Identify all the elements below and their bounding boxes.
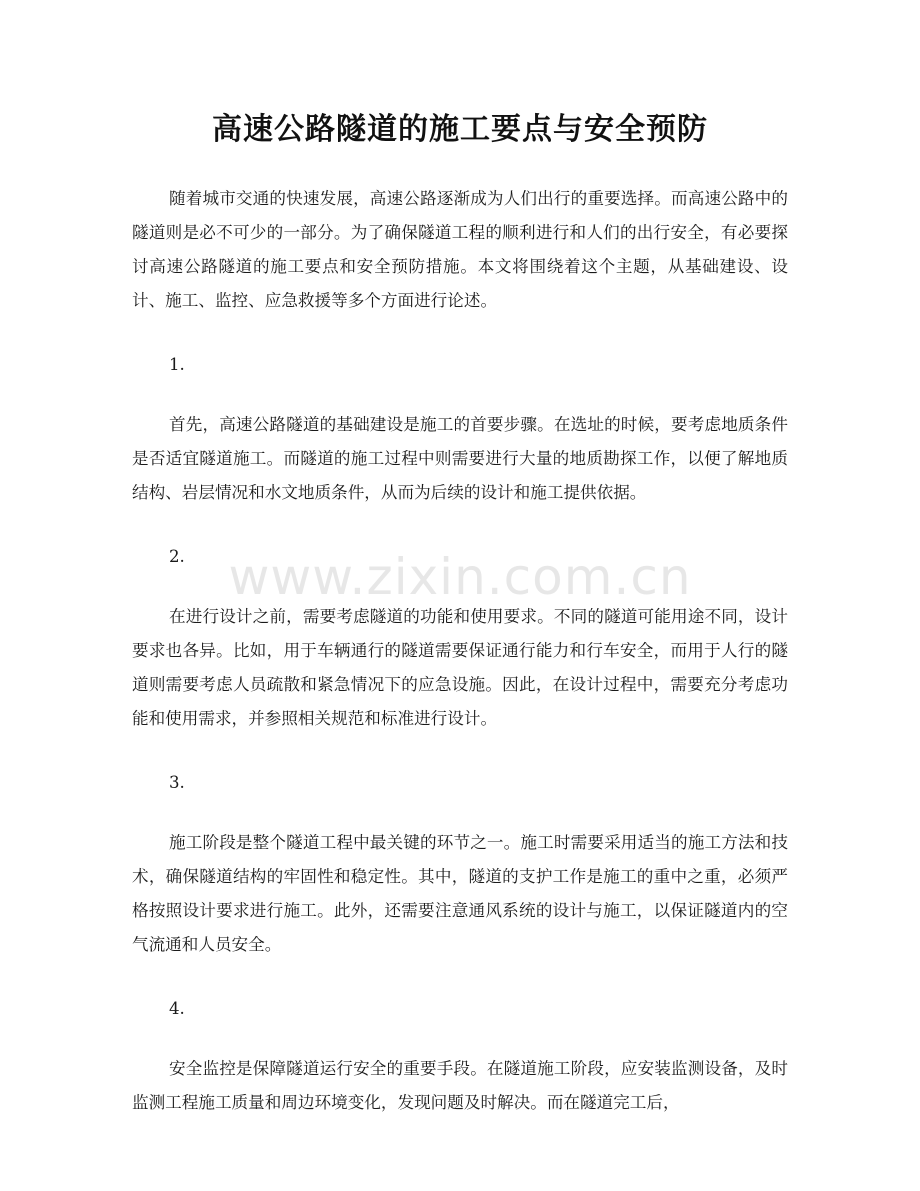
watermark: www.zixin.com.cn — [228, 548, 692, 606]
section-number-2: 2. — [169, 547, 185, 566]
section-paragraph-1: 首先，高速公路隧道的基础建设是施工的首要步骤。在选址的时候，要考虑地质条件是否适宜隧道施工。而隧道的施工过程中则需要进行大量的地质勘探工作，以便了解地质结构、岩层情况和水文地质条件，从而为后续的设计和施工提供依据。 — [132, 415, 788, 502]
section-paragraph-2: 在进行设计之前，需要考虑隧道的功能和使用要求。不同的隧道可能用途不同，设计要求也各异。比如，用于车辆通行的隧道需要保证通行能力和行车安全，而用于人行的隧道则需要考虑人员疏散和紧急情况下的应急设施。因此，在设计过程中，需要充分考虑功能和使用需求，并参照相关规范和标准进行设计。 — [132, 607, 788, 728]
section-number-1: 1. — [169, 355, 185, 374]
section-paragraph-3: 施工阶段是整个隧道工程中最关键的环节之一。施工时需要采用适当的施工方法和技术，确保隧道结构的牢固性和稳定性。其中，隧道的支护工作是施工的重中之重，必须严格按照设计要求进行施工。此外，还需要注意通风系统的设计与施工，以保证隧道内的空气流通和人员安全。 — [132, 833, 788, 954]
intro-paragraph: 随着城市交通的快速发展，高速公路逐渐成为人们出行的重要选择。而高速公路中的隧道则是必不可少的一部分。为了确保隧道工程的顺利进行和人们的出行安全，有必要探讨高速公路隧道的施工要点和安全预防措施。本文将围绕着这个主题，从基础建设、设计、施工、监控、应急救援等多个方面进行论述。 — [132, 189, 788, 310]
document-title: 高速公路隧道的施工要点与安全预防 — [212, 112, 708, 147]
section-paragraph-4: 安全监控是保障隧道运行安全的重要手段。在隧道施工阶段，应安装监测设备，及时监测工程施工质量和周边环境变化，发现问题及时解决。而在隧道完工后， — [132, 1059, 788, 1112]
document-body — [132, 182, 788, 1150]
section-number-3: 3. — [169, 773, 185, 792]
section-number-4: 4. — [169, 999, 185, 1018]
